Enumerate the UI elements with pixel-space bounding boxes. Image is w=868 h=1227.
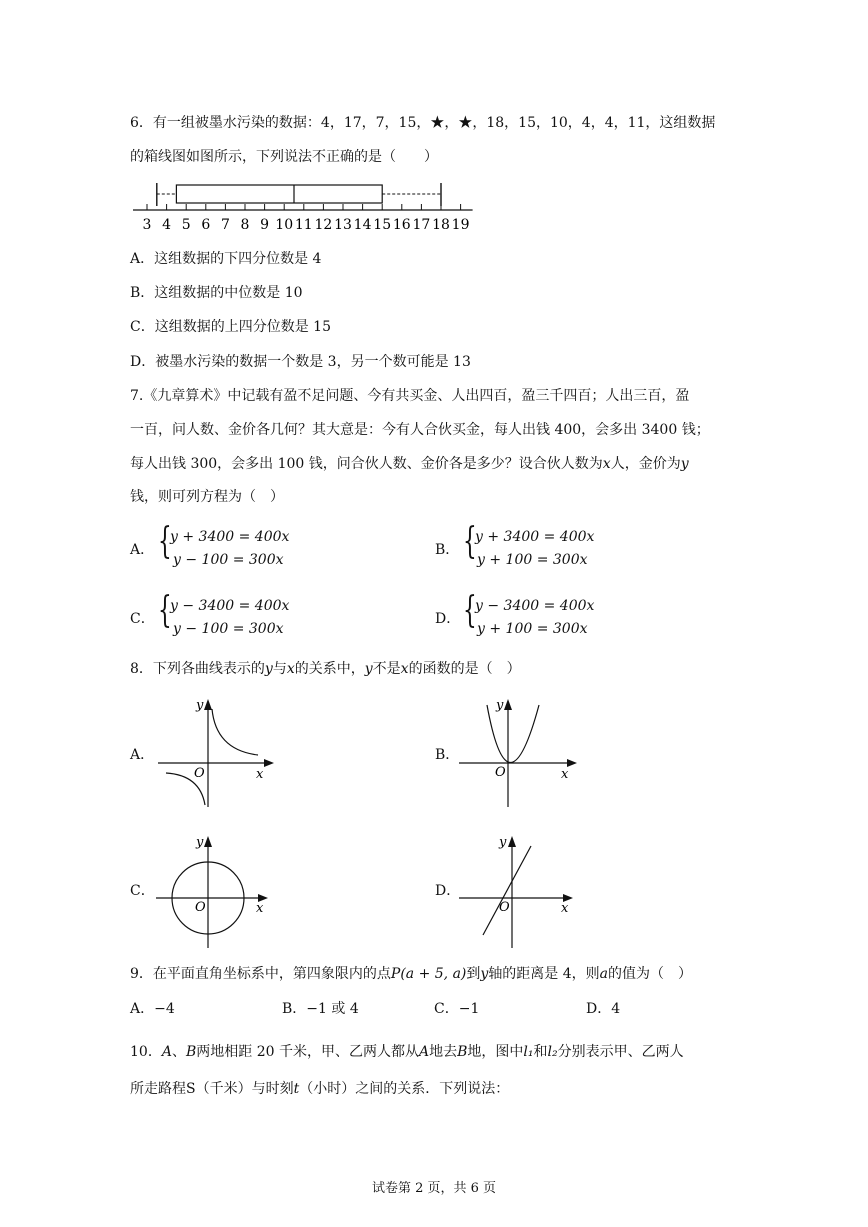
q8-stem: 8．下列各曲线表示的y与x的关系中，y不是x的函数的是（ ） xyxy=(130,661,521,677)
q7-stem-line3: 每人出钱 300，会多出 100 钱，问合伙人数、金价各是多少？设合伙人数为x人，金价为y xyxy=(130,456,689,472)
q6-option-c: C．这组数据的上四分位数是 15 xyxy=(130,319,331,335)
graph-b-parabola xyxy=(455,695,585,810)
equation-2: y − 100 = 300x xyxy=(173,552,284,568)
tick-label: 12 xyxy=(314,217,333,233)
equation-2: y + 100 = 300x xyxy=(477,552,588,568)
q6-option-b: B．这组数据的中位数是 10 xyxy=(130,285,303,301)
q8-option-a-label: A． xyxy=(130,747,155,763)
option-label: D． xyxy=(435,611,461,627)
tick-label: 18 xyxy=(432,217,450,233)
axis-y-label: y xyxy=(496,698,504,713)
q9-stem: 9．在平面直角坐标系中，第四象限内的点P(a + 5, a)到y轴的距离是 4，则a的值为（ ） xyxy=(130,966,693,982)
brace: { xyxy=(463,521,477,562)
brace: { xyxy=(158,590,172,631)
axis-y-label: y xyxy=(499,835,507,850)
axis-y-label: y xyxy=(196,835,204,850)
tick-label: 7 xyxy=(220,217,230,233)
equation-2: y − 100 = 300x xyxy=(173,621,284,637)
tick-label: 16 xyxy=(392,217,411,233)
equation-1: y − 3400 = 400x xyxy=(170,598,290,614)
brace: { xyxy=(158,521,172,562)
page-footer: 试卷第 2 页，共 6 页 xyxy=(371,1181,497,1196)
q9-option-d: D．4 xyxy=(586,1001,621,1017)
equation-2: y + 100 = 300x xyxy=(477,621,588,637)
tick-label: 19 xyxy=(451,217,470,233)
tick-label: 8 xyxy=(240,217,250,233)
tick-label: 14 xyxy=(353,217,372,233)
q7-stem-line4: 钱，则可列方程为（ ） xyxy=(130,489,284,505)
q8-option-c-label: C． xyxy=(130,883,155,899)
tick-label: 6 xyxy=(201,217,211,233)
q10-stem-line1: 10．A、B两地相距 20 千米，甲、乙两人都从A地去B地，图中l₁和l₂分别表示甲、乙两人 xyxy=(130,1044,684,1060)
origin-label: O xyxy=(195,900,206,915)
graph-a-hyperbola xyxy=(150,695,280,810)
equation-1: y + 3400 = 400x xyxy=(475,529,595,545)
tick-label: 3 xyxy=(142,217,152,233)
tick-label: 13 xyxy=(334,217,352,233)
graph-c-circle xyxy=(150,832,280,950)
graph-d-line xyxy=(455,832,585,950)
tick-label: 11 xyxy=(294,217,313,233)
origin-label: O xyxy=(194,766,205,781)
q9-option-a: A．−4 xyxy=(130,1001,175,1017)
origin-label: O xyxy=(495,765,506,780)
axis-y-label: y xyxy=(196,698,204,713)
axis-x-label: x xyxy=(561,901,569,916)
tick-label: 10 xyxy=(275,217,294,233)
origin-label: O xyxy=(499,900,510,915)
q7-stem-line1: 7.《九章算术》中记载有盈不足问题、今有共买金、人出四百，盈三千四百；人出三百，盈 xyxy=(130,388,690,404)
option-label: B． xyxy=(435,542,460,558)
q10-stem-line2: 所走路程S（千米）与时刻t（小时）之间的关系．下列说法： xyxy=(130,1081,510,1097)
q9-option-b: B．−1 或 4 xyxy=(282,1001,359,1017)
box-plot-figure xyxy=(0,0,868,240)
axis-x-label: x xyxy=(561,767,569,782)
q7-stem-line2: 一百，问人数、金价各几何？其大意是：今有人合伙买金，每人出钱 400，会多出 3400 钱； xyxy=(130,422,710,438)
q8-option-b-label: B． xyxy=(435,747,460,763)
tick-label: 4 xyxy=(162,217,172,233)
q8-option-d-label: D． xyxy=(435,883,461,899)
axis-x-label: x xyxy=(256,767,264,782)
q6-option-d: D．被墨水污染的数据一个数是 3，另一个数可能是 13 xyxy=(130,354,471,370)
q6-option-a: A．这组数据的下四分位数是 4 xyxy=(130,251,322,267)
tick-label: 5 xyxy=(181,217,191,233)
tick-label: 17 xyxy=(412,217,431,233)
q6-stem-line2: 的箱线图如图所示，下列说法不正确的是（ ） xyxy=(130,149,438,165)
iqr-box xyxy=(176,185,382,203)
tick-label: 15 xyxy=(373,217,392,233)
option-label: C． xyxy=(130,611,155,627)
option-label: A． xyxy=(130,542,155,558)
q6-stem-line1: 6．有一组被墨水污染的数据：4，17，7，15，★，★，18，15，10，4，4，11，这组数据 xyxy=(130,115,716,131)
tick-label: 9 xyxy=(260,217,270,233)
equation-1: y − 3400 = 400x xyxy=(475,598,595,614)
axis-x-label: x xyxy=(256,901,264,916)
q9-option-c: C．−1 xyxy=(434,1001,480,1017)
equation-1: y + 3400 = 400x xyxy=(170,529,290,545)
brace: { xyxy=(463,590,477,631)
